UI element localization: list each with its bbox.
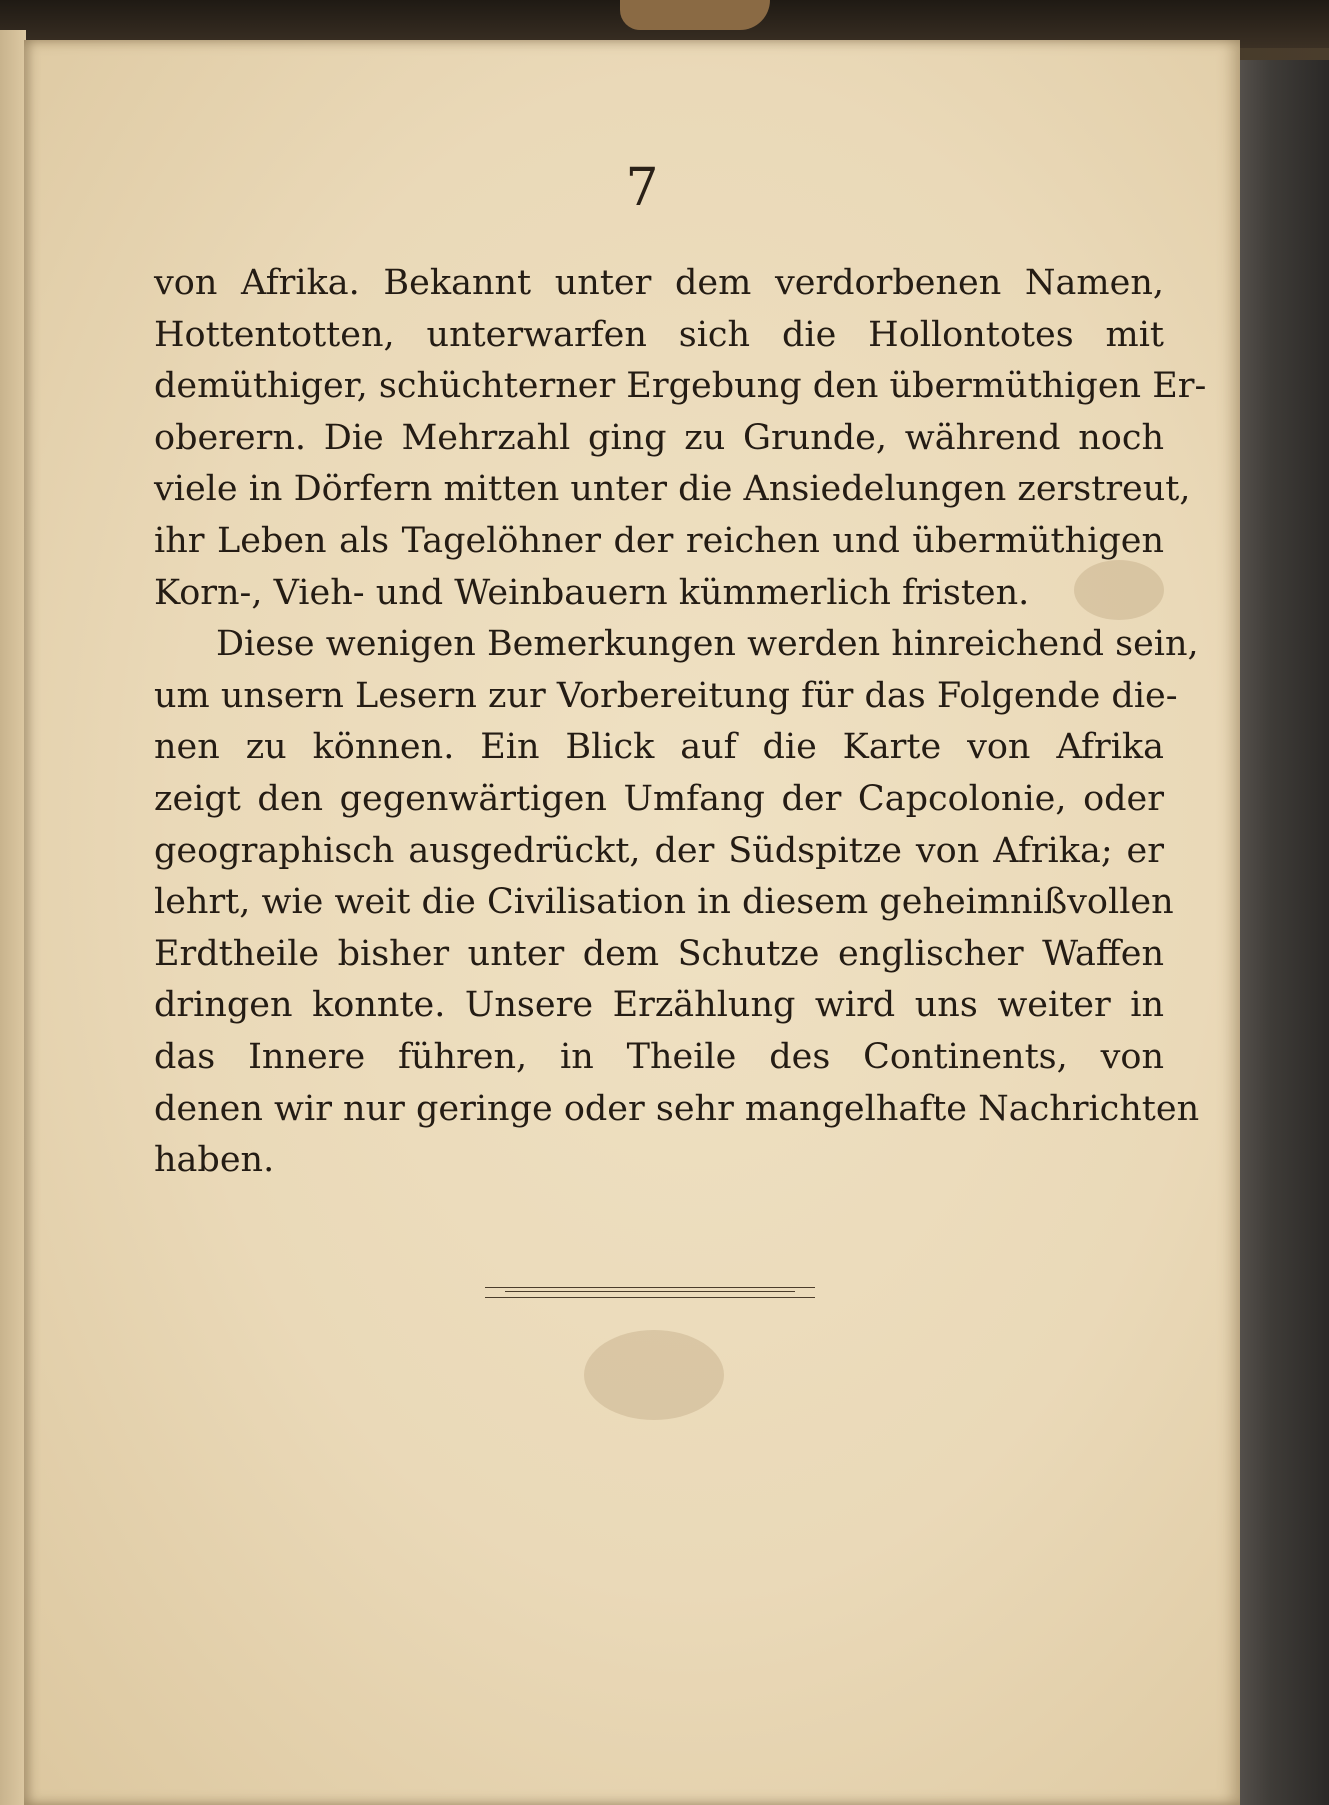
text-line: dringen konnte. Unsere Erzählung wird uns weiter in <box>154 985 1164 1026</box>
text-line: um unsern Lesern zur Vorbereitung für das Folgende die- <box>154 675 1178 716</box>
paper-stain <box>584 1330 724 1420</box>
text-line: oberern. Die Mehrzahl ging zu Grunde, während noch <box>154 417 1164 458</box>
text-line: Hottentotten, unterwarfen sich die Hollontotes mit <box>154 314 1164 355</box>
body-text <box>154 258 1207 1187</box>
text-line: Diese wenigen Bemerkungen werden hinreichend sein, <box>216 624 1199 665</box>
text-line: Korn-, Vieh- und Weinbauern kümmerlich fristen. <box>154 572 1030 613</box>
text-line: denen wir nur geringe oder sehr mangelhafte Nachrichten <box>154 1088 1200 1129</box>
text-line: lehrt, wie weit die Civilisation in diesem geheimnißvollen <box>154 882 1174 923</box>
text-line: nen zu können. Ein Blick auf die Karte von Afrika <box>154 727 1164 768</box>
text-line: demüthiger, schüchterner Ergebung den übermüthigen Er- <box>154 366 1207 407</box>
paragraph-1 <box>154 258 1207 619</box>
text-line: geographisch ausgedrückt, der Südspitze von Afrika; er <box>154 830 1164 871</box>
text-line: viele in Dörfern mitten unter die Ansiedelungen zerstreut, <box>154 469 1191 510</box>
text-line: das Innere führen, in Theile des Continents, von <box>154 1036 1164 1077</box>
section-divider-rule <box>485 1287 815 1298</box>
text-line: Erdtheile bisher unter dem Schutze englischer Waffen <box>154 933 1164 974</box>
text-line: von Afrika. Bekannt unter dem verdorbenen Namen, <box>154 263 1164 303</box>
text-line: ihr Leben als Tagelöhner der reichen und übermüthigen <box>154 520 1164 561</box>
text-line: zeigt den gegenwärtigen Umfang der Capcolonie, oder <box>154 778 1164 819</box>
text-line: haben. <box>154 1140 275 1181</box>
book-page <box>24 40 1240 1805</box>
torn-cover-fragment <box>620 0 770 30</box>
paragraph-2 <box>154 619 1200 1187</box>
page-number: 7 <box>625 158 659 218</box>
book-cover-right-edge <box>1232 60 1329 1805</box>
facing-page-edge <box>0 30 26 1805</box>
